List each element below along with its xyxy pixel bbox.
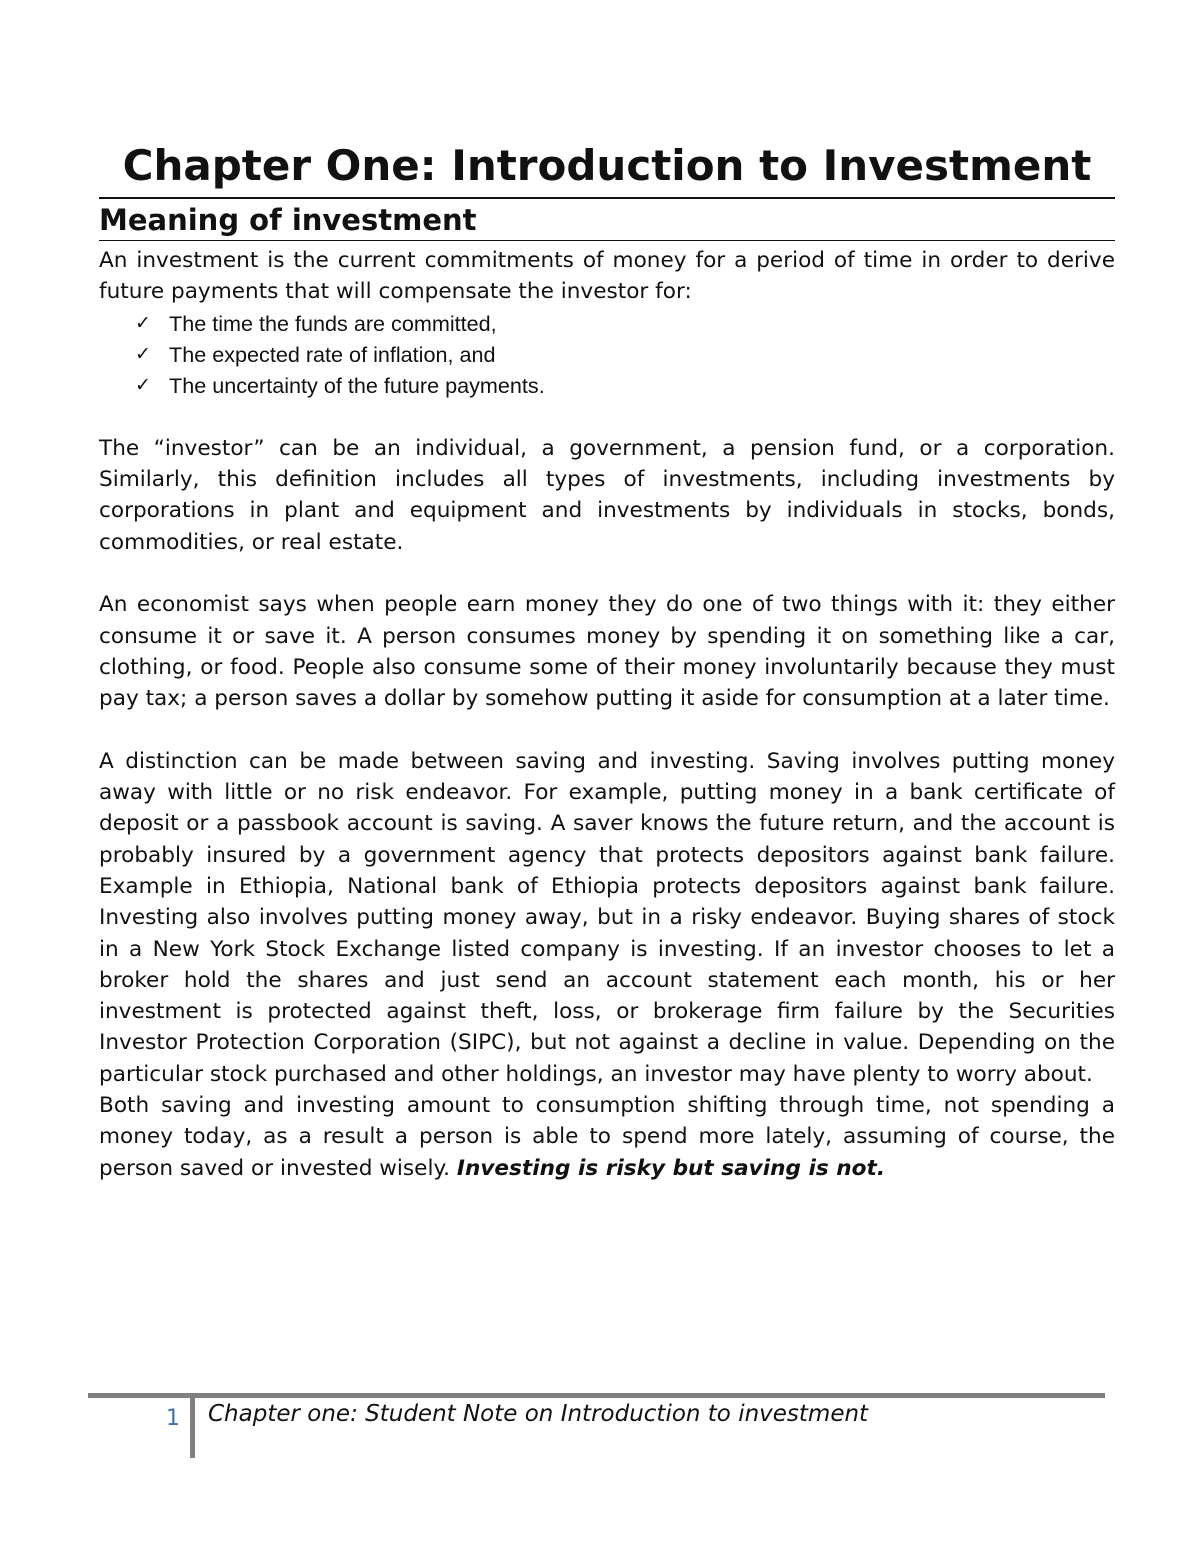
title-underline xyxy=(99,197,1115,199)
paragraph-gap xyxy=(99,401,1115,432)
investor-paragraph: The “investor” can be an individual, a government, a pension fund, or a corporation. Similarly, this definition includes all types of investments, including investments by corporations in plant and equipment and investments by individuals in stocks, bonds, commodities, or real estate. xyxy=(99,435,1115,555)
risk-emphasis-period: . xyxy=(876,1155,886,1181)
checkmark-icon: ✓ xyxy=(135,311,151,334)
checkmark-icon: ✓ xyxy=(135,374,151,397)
intro-paragraph: An investment is the current commitments of money for a period of time in order to derive future payments that will compensate the investor for: xyxy=(99,248,1115,305)
body-text xyxy=(99,245,1115,1184)
checklist-item xyxy=(99,308,1115,339)
page-title: Chapter One: Introduction to Investment xyxy=(122,141,1092,190)
heading-underline xyxy=(99,240,1115,241)
checklist-item-text: The time the funds are committed, xyxy=(169,310,497,336)
section-heading: Meaning of investment xyxy=(99,203,477,237)
saving-investing-paragraph xyxy=(99,1090,1115,1184)
paragraph-gap xyxy=(99,714,1115,745)
checklist xyxy=(99,308,1115,402)
risk-emphasis: Investing is risky but saving is not xyxy=(456,1155,877,1181)
checkmark-icon: ✓ xyxy=(135,342,151,365)
economist-paragraph: An economist says when people earn money they do one of two things with it: they either consume it or save it. A person consumes money by spending it on something like a car, clothing, or food. People also consume some of their money involuntarily because they must pay tax; a person saves a dollar by somehow putting it aside for consumption at a later time. xyxy=(99,592,1115,712)
checklist-item xyxy=(99,339,1115,370)
checklist-item xyxy=(99,370,1115,401)
saving-investing-text: Both saving and investing amount to consumption shifting through time, not spending a money today, as a result a person is able to spend more lately, assuming of course, the person saved or invested wisely. xyxy=(99,1093,1115,1181)
distinction-paragraph: A distinction can be made between saving and investing. Saving involves putting money away with little or no risk endeavor. For example, putting money in a bank certificate of deposit or a passbook account is saving. A saver knows the future return, and the account is probably insured by a government agency that protects depositors against bank failure. Example in Ethiopia, National bank of Ethiopia protects depositors against bank failure. Investing also involves putting money away, but in a risky endeavor. Buying shares of stock in a New York Stock Exchange listed company is investing. If an investor chooses to let a broker hold the shares and just send an account statement each month, his or her investment is protected against theft, loss, or brokerage firm failure by the Securities Investor Protection Corporation (SIPC), but not against a decline in value. Depending on the particular stock purchased and other holdings, an investor may have plenty to worry about. xyxy=(99,748,1115,1087)
page-number: 1 xyxy=(166,1406,180,1431)
paragraph-gap xyxy=(99,558,1115,589)
footer-text: Chapter one: Student Note on Introduction to investment xyxy=(208,1401,869,1427)
footer-divider xyxy=(190,1393,195,1458)
checklist-item-text: The uncertainty of the future payments. xyxy=(169,373,545,399)
checklist-item-text: The expected rate of inflation, and xyxy=(169,341,496,367)
